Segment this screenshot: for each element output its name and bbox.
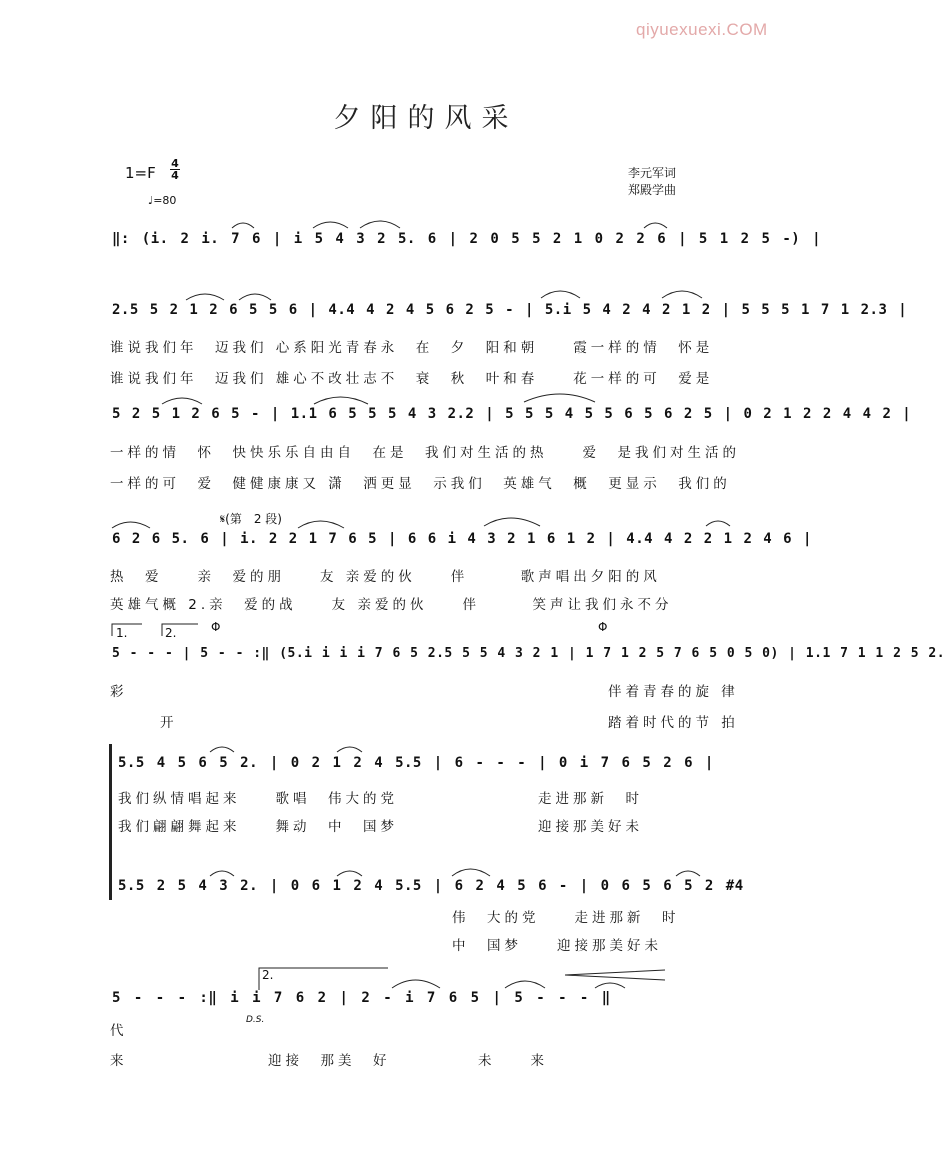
slur (313, 222, 348, 228)
dal-segno-mark: D.S. (246, 1015, 265, 1025)
lyrics-row-3-verse-2: 一样的可 爱 健健康康又 潇 洒更显 示我们 英雄气 概 更显示 我们的 (110, 476, 731, 492)
coda-sign-1: Φ (211, 620, 221, 634)
slur (337, 747, 362, 752)
notation-row-7: 5.5 2 5 4 3 2. | 0 6 1 2 4 5.5 | 6 2 4 5 6 - | 0 6 5 6 5 2 #4 (118, 878, 744, 894)
lyrics-row-7-verse-2: 中 国梦 迎接那美好未 (452, 938, 662, 954)
notation-row-6: 5.5 4 5 6 5 2. | 0 2 1 2 4 5.5 | 6 - - - | 0 i 7 6 5 2 6 | (118, 755, 714, 771)
key-signature: 1=F (125, 164, 156, 182)
lyrics-row-5-verse-2-b: 踏着时代的节 拍 (608, 715, 739, 731)
lyrics-row-4-verse-2: 英雄气概 2.亲 爱的战 友 亲爱的伙 伴 笑声让我们永不分 (110, 597, 673, 613)
slur (210, 871, 234, 876)
lyrics-row-2-verse-2: 谁说我们年 迈我们 雄心不改壮志不 衰 秋 叶和春 花一样的可 爱是 (110, 371, 714, 387)
time-sig-bottom: 4 (171, 169, 179, 182)
slur (541, 291, 580, 298)
slur (239, 294, 271, 300)
volta-final-label: 2. (262, 968, 274, 982)
slur (676, 871, 700, 876)
lyrics-row-8-verse-2-b: 迎接 那美 好 未 来 (268, 1053, 548, 1069)
slur (662, 291, 702, 298)
coda-sign-2: Φ (598, 620, 608, 634)
notation-row-5: 5 - - - | 5 - - :‖ (5.i i i i 7 6 5 2.5 5 5 4 3 2 1 | 1 7 1 2 5 7 6 5 0 5 0) | 1.1 7 1 1 2 5 2. (112, 646, 945, 661)
notation-row-3: 5 2 5 1 2 6 5 - | 1.1 6 5 5 5 4 3 2.2 | 5 5 5 4 5 5 6 5 6 2 5 | 0 2 1 2 2 4 4 2 | (112, 406, 912, 422)
slur (706, 521, 730, 526)
volta-1-label: 1. (116, 626, 128, 640)
slur (505, 981, 545, 988)
slur (392, 980, 440, 988)
lyrics-row-8-verse-1: 代 (110, 1023, 128, 1039)
composer-credit: 郑殿学曲 (628, 183, 677, 197)
lyricist-credit: 李元军词 (628, 166, 677, 180)
lyrics-row-6-verse-1: 我们纵情唱起来 歌唱 伟大的党 走进那新 时 (118, 791, 643, 807)
slur (112, 522, 150, 528)
slur (314, 397, 368, 404)
slur (644, 223, 667, 228)
slur (360, 221, 400, 228)
lyrics-row-5-verse-1-a: 彩 (110, 684, 128, 700)
slur (337, 871, 362, 876)
lyrics-row-2-verse-1: 谁说我们年 迈我们 心系阳光青春永 在 夕 阳和朝 霞一样的情 怀是 (110, 340, 714, 356)
lyrics-row-6-verse-2: 我们翩翩舞起来 舞动 中 国梦 迎接那美好未 (118, 819, 643, 835)
notation-row-2: 2.5 5 2 1 2 6 5 5 6 | 4.4 4 2 4 5 6 2 5 - | 5.i 5 4 2 4 2 1 2 | 5 5 5 1 7 1 2.3 | (112, 302, 908, 318)
slur (524, 394, 595, 402)
crescendo-hairpin (565, 970, 665, 980)
notation-row-4: 6 2 6 5. 6 | i. 2 2 1 7 6 5 | 6 6 i 4 3 2 1 6 1 2 | 4.4 4 2 2 1 2 4 6 | (112, 531, 812, 547)
time-sig-top: 4 (171, 157, 179, 170)
slur (210, 747, 234, 752)
volta-final-bracket (259, 968, 388, 990)
lyrics-row-5-verse-2-a: 开 (160, 715, 178, 731)
tempo-mark: ♩=80 (148, 194, 177, 207)
lyrics-row-7-verse-1: 伟 大的党 走进那新 时 (452, 910, 680, 926)
lyrics-row-8-verse-2-a: 来 (110, 1053, 128, 1069)
song-title: 夕阳的风采 (333, 103, 519, 134)
slur (232, 223, 254, 228)
slur (452, 869, 490, 876)
segno-marking: 𝄋(第 2 段) (220, 512, 282, 526)
slur (186, 294, 224, 300)
volta-2-label: 2. (165, 626, 177, 640)
slur (484, 518, 540, 526)
volta-1-bracket (112, 624, 142, 636)
site-watermark: qiyuexuexi.COM (636, 20, 768, 39)
lyrics-row-5-verse-1-b: 伴着青春的旋 律 (608, 684, 739, 700)
slur (162, 398, 202, 404)
volta-2-bracket (162, 624, 198, 636)
slur (298, 521, 344, 528)
lyrics-row-4-verse-1: 热 爱 亲 爱的朋 友 亲爱的伙 伴 歌声唱出夕阳的风 (110, 569, 661, 585)
notation-row-1: ‖: (i. 2 i. 7 6 | i 5 4 3 2 5. 6 | 2 0 5 5 2 1 0 2 2 6 | 5 1 2 5 -) | (112, 231, 822, 247)
notation-row-8: 5 - - - :‖ i i 7 6 2 | 2 - i 7 6 5 | 5 - - - ‖ (112, 990, 611, 1006)
slur (595, 983, 625, 988)
lyrics-row-3-verse-1: 一样的情 怀 快快乐乐自由自 在是 我们对生活的热 爱 是我们对生活的 (110, 445, 740, 461)
